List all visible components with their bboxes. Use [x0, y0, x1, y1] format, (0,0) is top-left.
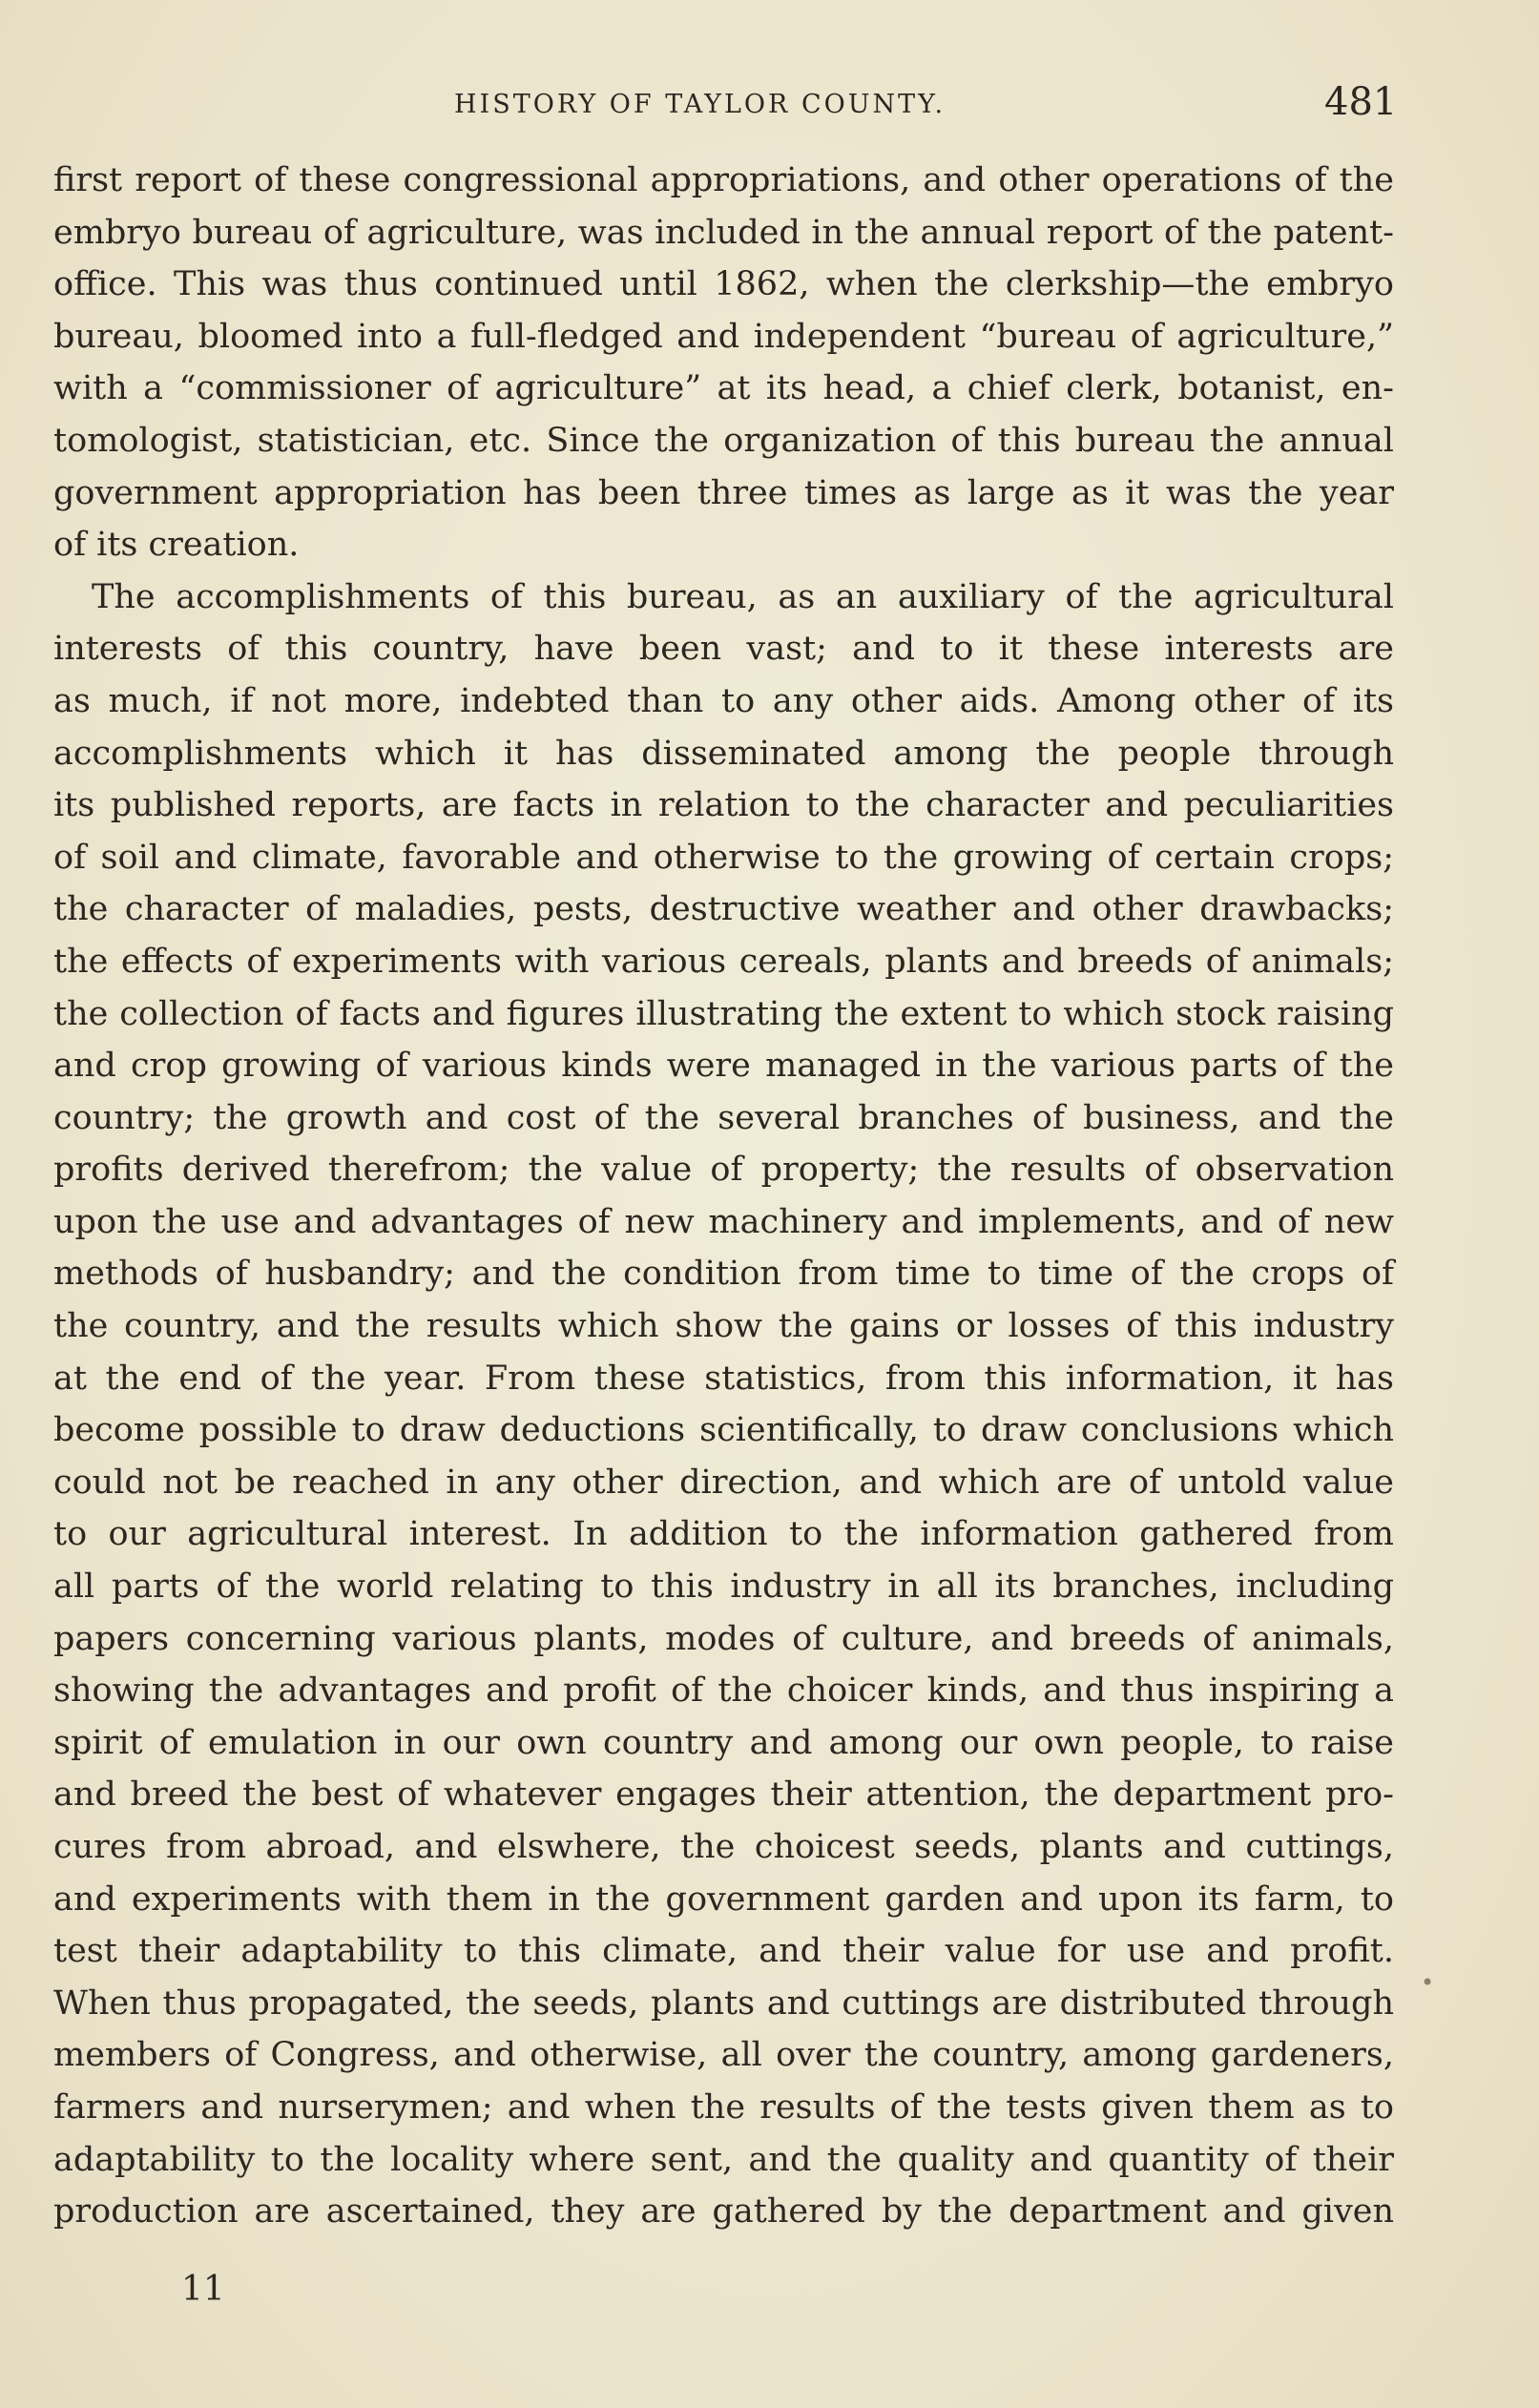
text-line: and experiments with them in the government garden and upon its farm, to: [53, 1879, 1394, 1919]
text-line: of its creation.: [53, 526, 300, 565]
text-line: tomologist, statistician, etc. Since the organization of this bureau the annual: [53, 421, 1394, 460]
text-line: at the end of the year. From these statistics, from this information, it has: [53, 1359, 1394, 1398]
text-line: of soil and climate, favorable and otherwise to the growing of certain crops;: [53, 838, 1394, 877]
text-line: its published reports, are facts in relation to the character and peculiarities: [53, 786, 1394, 825]
text-line: become possible to draw deductions scientifically, to draw conclusions which: [53, 1411, 1394, 1450]
running-head: [53, 80, 1398, 137]
text-line: interests of this country, have been vast; and to it these interests are: [53, 630, 1394, 669]
text-line: test their adaptability to this climate, and their value for use and profit.: [53, 1932, 1394, 1971]
text-line: and crop growing of various kinds were managed in the various parts of the: [53, 1047, 1394, 1086]
text-line: farmers and nurserymen; and when the results of the tests given them as to: [53, 2087, 1394, 2127]
text-line: the collection of facts and figures illustrating the extent to which stock raising: [53, 994, 1394, 1033]
page-number: 481: [1324, 80, 1398, 124]
text-line: to our agricultural interest. In addition to the information gathered from: [53, 1515, 1394, 1554]
text-line: office. This was thus continued until 1862, when the clerkship—the embryo: [53, 265, 1394, 304]
text-line: and breed the best of whatever engages their attention, the department pro-: [53, 1775, 1394, 1815]
text-line: The accomplishments of this bureau, as an auxiliary of the agricultural: [92, 577, 1394, 616]
text-line: with a “commissioner of agriculture” at its head, a chief clerk, botanist, en-: [53, 369, 1394, 408]
text-line: upon the use and advantages of new machinery and implements, and of new: [53, 1202, 1394, 1241]
text-line: When thus propagated, the seeds, plants and cuttings are distributed through: [53, 1983, 1394, 2023]
text-line: could not be reached in any other direction, and which are of untold value: [53, 1463, 1394, 1502]
text-line: showing the advantages and profit of the choicer kinds, and thus inspiring a: [53, 1671, 1394, 1711]
text-line: first report of these congressional appropriations, and other operations of the: [53, 161, 1394, 199]
text-line: as much, if not more, indebted than to any other aids. Among other of its: [53, 681, 1394, 720]
text-line: papers concerning various plants, modes of culture, and breeds of animals,: [53, 1619, 1394, 1658]
signature-mark: 11: [181, 2270, 225, 2309]
text-line: adaptability to the locality where sent, and the quality and quantity of their: [53, 2140, 1394, 2179]
text-line: profits derived therefrom; the value of property; the results of observation: [53, 1151, 1394, 1190]
text-line: all parts of the world relating to this industry in all its branches, including: [53, 1567, 1394, 1607]
text-line: the country, and the results which show the gains or losses of this industry: [53, 1307, 1394, 1346]
running-title: HISTORY OF TAYLOR COUNTY.: [454, 90, 946, 119]
margin-speck: •: [1421, 1969, 1435, 1996]
text-line: members of Congress, and otherwise, all over the country, among gardeners,: [53, 2036, 1394, 2075]
text-line: methods of husbandry; and the condition from time to time of the crops of: [53, 1255, 1394, 1294]
text-line: cures from abroad, and elswhere, the choicest seeds, plants and cuttings,: [53, 1828, 1394, 1866]
text-line: country; the growth and cost of the several branches of business, and the: [53, 1098, 1394, 1137]
text-line: production are ascertained, they are gathered by the department and given: [53, 2192, 1394, 2232]
text-line: the effects of experiments with various cereals, plants and breeds of animals;: [53, 942, 1394, 981]
text-line: bureau, bloomed into a full-fledged and independent “bureau of agriculture,”: [53, 317, 1394, 356]
text-line: embryo bureau of agriculture, was included in the annual report of the patent-: [53, 213, 1394, 252]
body-text: [53, 155, 1394, 2238]
text-line: government appropriation has been three times as large as it was the year: [53, 473, 1394, 512]
text-line: the character of maladies, pests, destructive weather and other drawbacks;: [53, 890, 1394, 929]
text-line: spirit of emulation in our own country and among our own people, to raise: [53, 1723, 1394, 1762]
text-line: accomplishments which it has disseminated among the people through: [53, 734, 1394, 773]
